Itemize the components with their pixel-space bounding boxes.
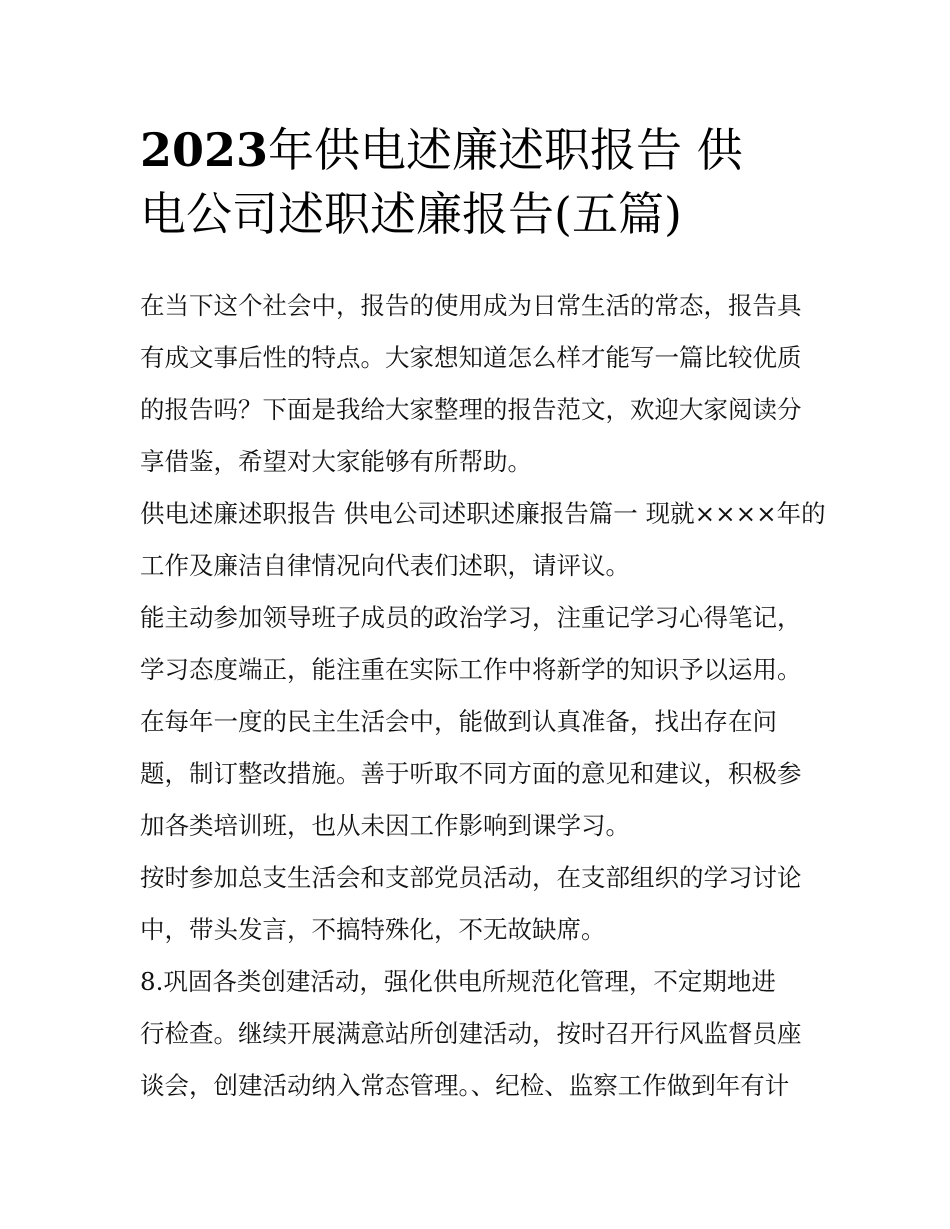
document-title xyxy=(140,118,820,246)
title-year: 2023 xyxy=(140,123,269,177)
body-line: 工作及廉洁自律情况向代表们述职，请评议。 xyxy=(140,551,630,580)
body-line: 谈会，创建活动纳入常态管理。、纪检、监察工作做到年有计 xyxy=(140,1071,790,1100)
body-line: 8.巩固各类创建活动，强化供电所规范化管理，不定期地进 xyxy=(140,967,776,996)
body-line: 题，制订整改措施。善于听取不同方面的意见和建议，积极参 xyxy=(140,759,802,788)
title-text-line-2: 电公司述职述廉报告(五篇) xyxy=(140,187,682,241)
body-line: 按时参加总支生活会和支部党员活动，在支部组织的学习讨论 xyxy=(140,863,802,892)
body-line: 有成文事后性的特点。大家想知道怎么样才能写一篇比较优质 xyxy=(140,343,802,372)
document-body xyxy=(140,280,826,1112)
body-line: 享借鉴，希望对大家能够有所帮助。 xyxy=(140,447,532,476)
body-line: 供电述廉述职报告 供电公司述职述廉报告篇一 现就××××年的 xyxy=(140,499,826,528)
body-line: 加各类培训班，也从未因工作影响到课学习。 xyxy=(140,811,630,840)
body-line: 在每年一度的民主生活会中，能做到认真准备，找出存在问 xyxy=(140,707,777,736)
body-line: 学习态度端正，能注重在实际工作中将新学的知识予以运用。 xyxy=(140,655,802,684)
body-line: 的报告吗？下面是我给大家整理的报告范文，欢迎大家阅读分 xyxy=(140,395,802,424)
body-line: 在当下这个社会中，报告的使用成为日常生活的常态，报告具 xyxy=(140,291,802,320)
body-line: 中，带头发言，不搞特殊化，不无故缺席。 xyxy=(140,915,606,944)
body-line: 行检查。继续开展满意站所创建活动，按时召开行风监督员座 xyxy=(140,1019,802,1048)
title-text-line-1: 年供电述廉述职报告 供 xyxy=(268,123,743,177)
body-line: 能主动参加领导班子成员的政治学习，注重记学习心得笔记， xyxy=(140,603,802,632)
